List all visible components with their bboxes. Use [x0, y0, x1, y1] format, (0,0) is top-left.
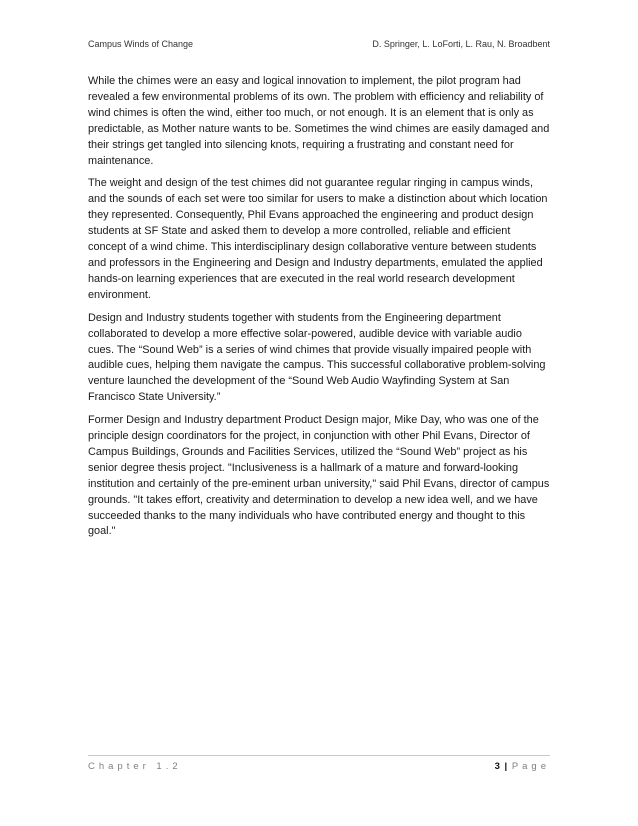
page-word: Page	[511, 761, 550, 772]
footer-page-indicator	[495, 761, 550, 772]
page-header	[88, 39, 550, 53]
footer-separator: |	[504, 761, 510, 772]
footer-divider	[88, 755, 550, 756]
document-body	[88, 74, 550, 547]
footer-chapter: Chapter 1.2	[88, 761, 182, 772]
paragraph: Design and Industry students together with students from the Engineering department collaborated to develop a more effective solar-powered, audible device with variable audio cues. The “Sound Web” is a series of wind chimes that provide visually impaired people with audible cues, helping them navigate the campus. This successful collaborative problem-solving venture launched the development of the “Sound Web Audio Wayfinding System at San Francisco State University.”	[88, 311, 546, 404]
paragraph: While the chimes were an easy and logical innovation to implement, the pilot program had revealed a few environmental problems of its own. The problem with efficiency and reliability of wind chimes is often the wind, either too much, or not enough. It is an element that is only as predictable, as Mother nature wants to be. Sometimes the wind chimes are easily damaged and their strings get tangled into silencing knots, requiring a frustrating and constant need for maintenance.	[88, 75, 550, 167]
header-title: Campus Winds of Change	[88, 39, 194, 49]
header-authors: D. Springer, L. LoForti, L. Rau, N. Broadbent	[372, 39, 550, 49]
paragraph: The weight and design of the test chimes did not guarantee regular ringing in campus winds, and the sounds of each set were too similar for users to make a distinction about which location they represented. Consequently, Phil Evans approached the engineering and product design students at SF State and asked them to develop a more controlled, reliable and efficient concept of a wind chime. This interdisciplinary design collaborative venture between students and professors in the Engineering and Design and Industry departments, emulated the applied hands-on learning experiences that are executed in the real world research development environment.	[88, 177, 548, 301]
page-footer	[88, 761, 550, 775]
paragraph: Former Design and Industry department Product Design major, Mike Day, who was one of the principle design coordinators for the project, in conjunction with other Phil Evans, Director of Campus Buildings, Grounds and Facilities Services, utilized the “Sound Web” project as his senior degree thesis project. "Inclusiveness is a hallmark of a mature and forward-looking institution and certainly of the pre-eminent urban university," said Phil Evans, director of campus grounds. "It takes effort, creativity and determination to develop a new idea well, and we have succeeded thanks to the many individuals who have contributed energy and thought to this goal."	[88, 414, 550, 538]
page-number: 3	[494, 761, 502, 772]
